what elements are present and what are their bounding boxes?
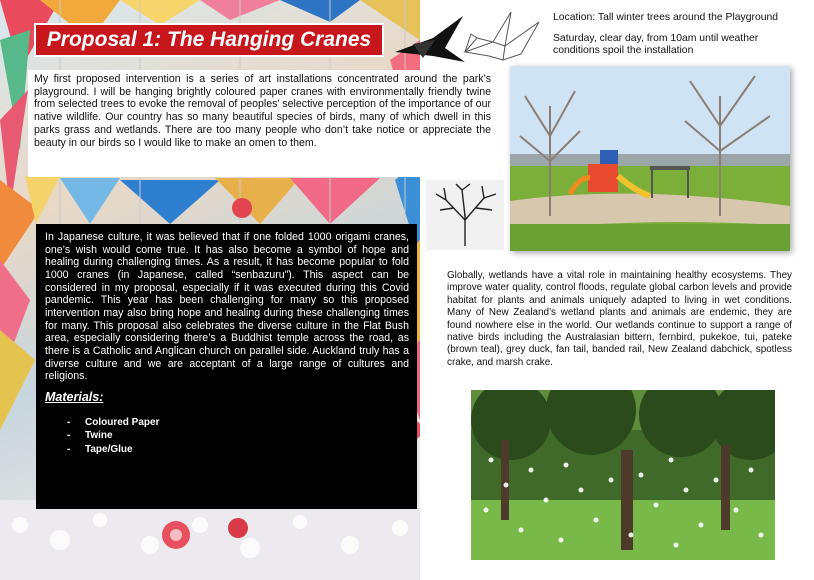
culture-info-box — [36, 224, 417, 509]
location-info — [553, 12, 803, 66]
culture-paragraph: In Japanese culture, it was believed that if one folded 1000 origami cranes, one’s wish would come true. It has also become a symbol of hope and healing during challenging times. As a result, it has become popular to fold 1000 cranes (in Japanese, called “senbazuru”). This aspect can be considered in my proposal, especially if it was executed during this Covid pandemic. This year has been challenging for many so this proposed intervention may also bring hope and healing during these challenging times for many. This proposal also celebrates the diverse culture in the Flat Bush area, especially considering there’s a Buddhist temple across the road, as there is a Catholic and Anglican church on parallel side. Auckland truly has a diverse culture and we are acceptant of a large range of cultures and religions. — [45, 231, 409, 383]
bare-tree-icon — [426, 180, 504, 250]
hanging-cranes-forest-photo — [471, 390, 775, 560]
materials-list — [45, 416, 409, 457]
list-item: - Twine — [67, 429, 409, 443]
list-item: - Tape/Glue — [67, 443, 409, 457]
black-crane-icon — [395, 16, 465, 62]
playground-photo — [510, 66, 790, 251]
white-crane-icon — [465, 12, 539, 60]
page-title-banner — [34, 23, 384, 57]
list-item: - Coloured Paper — [67, 416, 409, 430]
location-time: Saturday, clear day, from 10am until weather conditions spoil the installation — [553, 32, 759, 56]
location-place: Location: Tall winter trees around the Playground — [553, 12, 779, 23]
wetlands-paragraph: Globally, wetlands have a vital role in maintaining healthy ecosystems. They improve water quality, control floods, regulate global carbon levels and provide habitat for plants and animals uniquely adapted to living in wet conditions. Many of New Zealand’s wetland plants and animals are endemic, they are found nowhere else in the world. Our wetlands continue to support a range of native birds including the Australasian bittern, fernbird, pukekoe, tui, pateke (brown teal), grey duck, fan tail, banded rail, New Zealand dabchick, spotless crake, and marsh crake. — [447, 270, 792, 368]
intro-paragraph: My first proposed intervention is a series of art installations concentrated around the park’s playground. I will be hanging brightly coloured paper cranes with environmentally friendly twine from selected trees to evoke the removal of peoples’ selective perception of the importance of our native wildlife. Our country has so many beautiful species of birds, many of which dwell in this parks grass and wetlands. There are too many people who don’t take notice or appreciate the beauty in our birds so I would like to make an omen to them. — [28, 70, 497, 177]
page-title: Proposal 1: The Hanging Cranes — [46, 28, 372, 51]
crane-icons — [393, 8, 543, 66]
materials-heading: Materials: — [45, 389, 104, 404]
